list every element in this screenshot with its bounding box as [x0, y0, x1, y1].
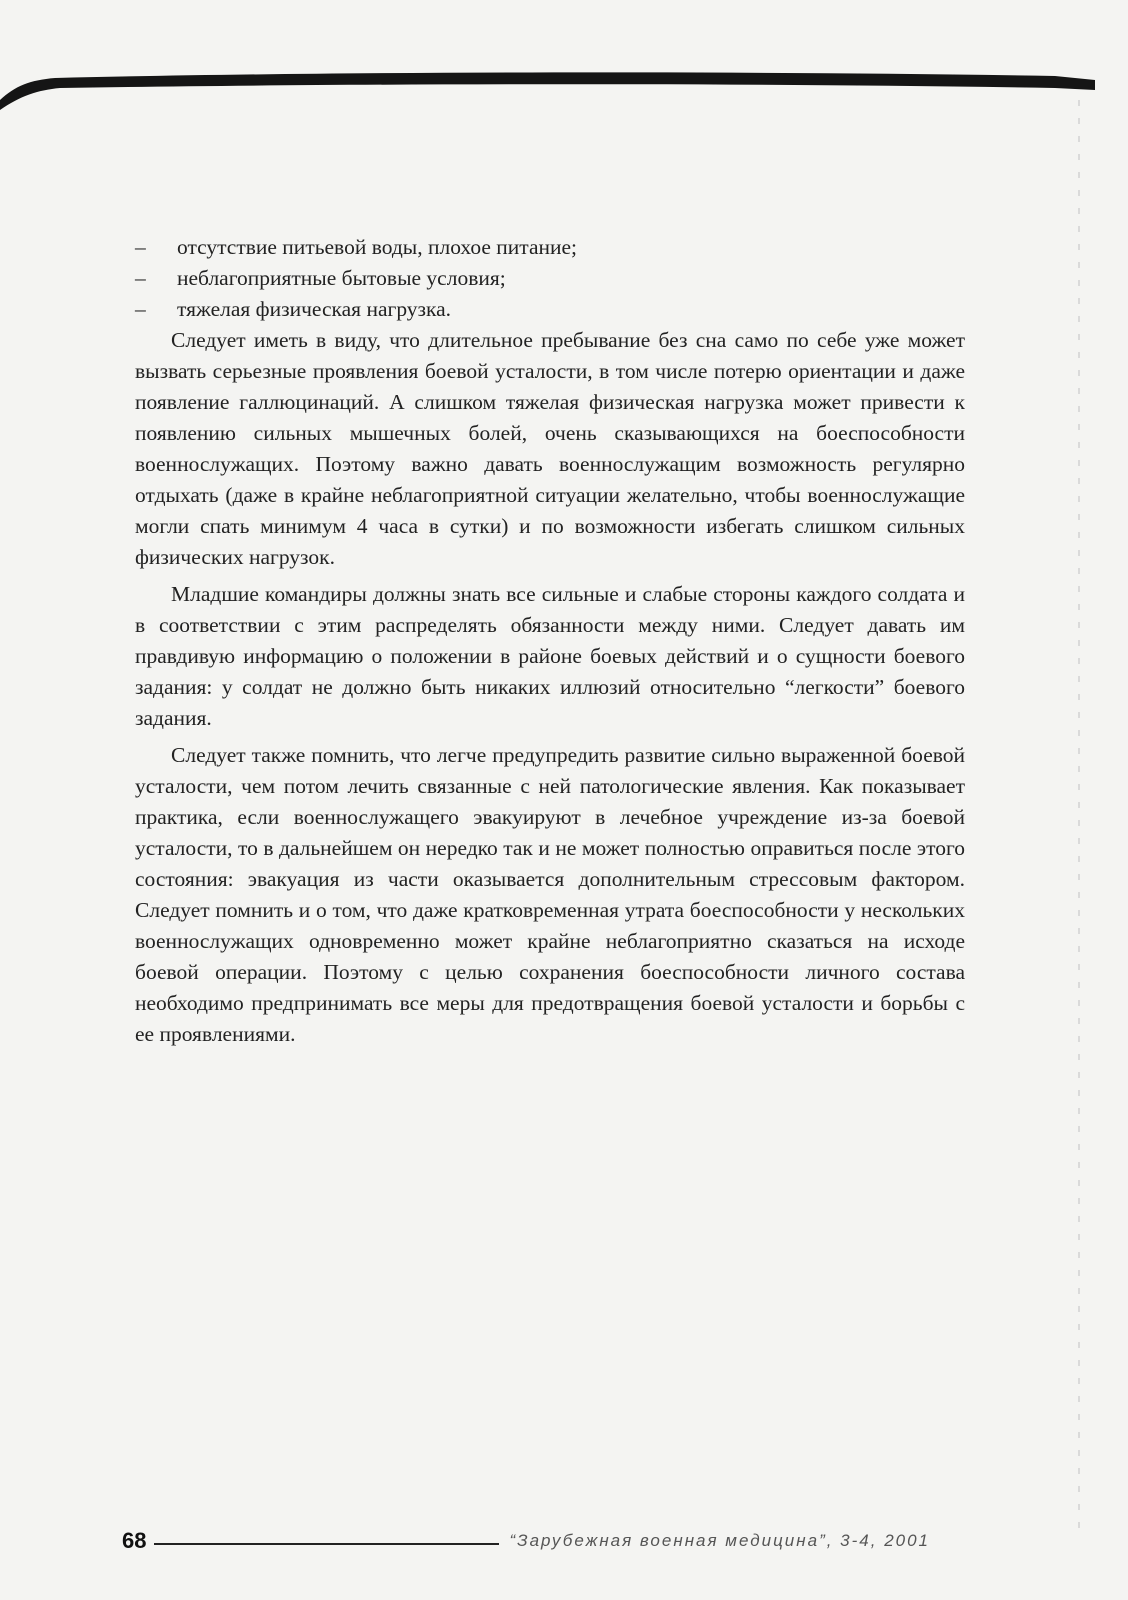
bullet-dash: – [135, 266, 146, 290]
journal-title: “Зарубежная военная медицина”, 3-4, 2001 [509, 1531, 931, 1550]
bullet-dash: – [135, 297, 146, 321]
paragraph: Следует иметь в виду, что длительное пребывание без сна само по себе уже может вызвать серьезные проявления боевой усталости, в том числе потерю ориентации и даже появление галлюцинаций. А слишком тяжелая физическая нагрузка может привести к появлению сильных мышечных болей, очень сказывающихся на боеспособности военнослужащих. Поэтому важно давать военнослужащим возможность регулярно отдыхать (даже в крайне неблагоприятной ситуации желательно, чтобы военнослужащие могли спать минимум 4 часа в сутки) и по возможности избегать слишком сильных физических нагрузок. [135, 328, 965, 569]
list-item [135, 263, 965, 294]
article-body [135, 232, 965, 1056]
paragraph: Младшие командиры должны знать все сильные и слабые стороны каждого солдата и в соответствии с этим распределять обязанности между ними. Следует давать им правдивую информацию о положении в районе боевых действий и о сущности боевого задания: у солдат не должно быть никаких иллюзий относительно “легкости” боевого задания. [135, 582, 965, 730]
scan-top-border [0, 0, 1128, 120]
bullet-dash: – [135, 235, 146, 259]
bullet-text: тяжелая физическая нагрузка. [177, 297, 452, 321]
list-item [135, 232, 965, 263]
page-number: 68 [122, 1528, 147, 1553]
scan-right-edge [1078, 100, 1080, 1540]
page-footer [122, 1526, 952, 1556]
list-item [135, 294, 965, 325]
footer-rule [154, 1543, 499, 1545]
paragraph: Следует также помнить, что легче предупредить развитие сильно выраженной боевой усталости, чем потом лечить связанные с ней патологические явления. Как показывает практика, если военнослужащего эвакуируют в лечебное учреждение из-за боевой усталости, то в дальнейшем он нередко так и не может полностью оправиться после этого состояния: эвакуация из части оказывается дополнительным стрессовым фактором. Следует помнить и о том, что даже кратковременная утрата боеспособности у нескольких военнослужащих одновременно может крайне неблагоприятно сказаться на исходе боевой операции. Поэтому с целью сохранения боеспособности личного состава необходимо предпринимать все меры для предотвращения боевой усталости и борьбы с ее проявлениями. [135, 743, 965, 1046]
bullet-text: неблагоприятные бытовые условия; [177, 266, 506, 290]
bullet-text: отсутствие питьевой воды, плохое питание; [177, 235, 578, 259]
